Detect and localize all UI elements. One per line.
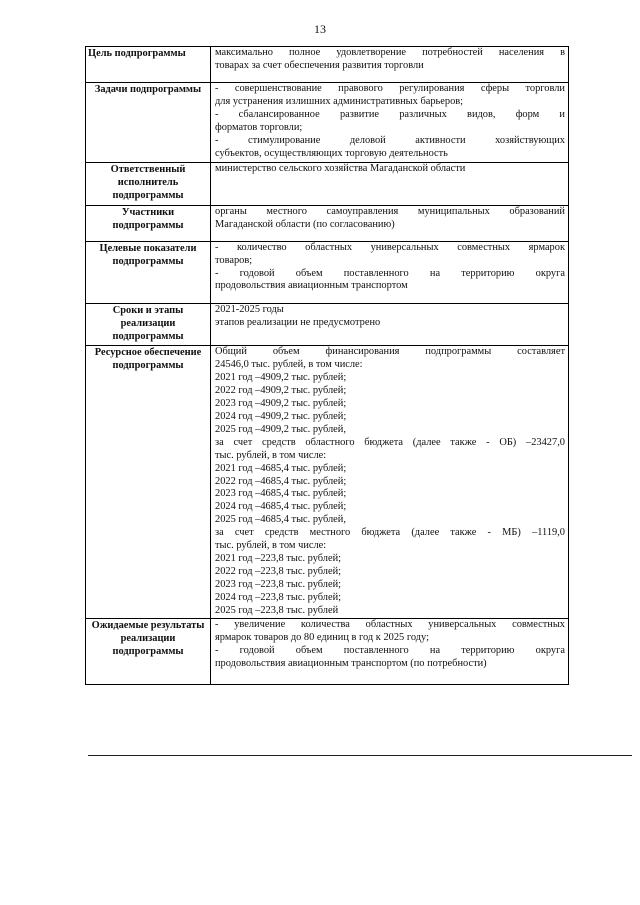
row-content — [211, 205, 569, 241]
table-row — [86, 205, 569, 241]
row-content — [211, 619, 569, 685]
text-line: 2025 год –223,8 тыс. рублей — [215, 604, 339, 616]
text-line: 2023 год –223,8 тыс. рублей; — [215, 578, 342, 590]
row-label: Участники подпрограммы — [86, 205, 211, 241]
text-line: товарах за счет обеспечения развития торговли — [215, 59, 424, 71]
text-line: - сбалансированное развитие различных видов, форм и — [215, 108, 565, 120]
text-line: - стимулирование деловой активности хозяйствующих — [215, 134, 565, 146]
row-content — [211, 47, 569, 83]
text-line: - годовой объем поставленного на территорию округа — [215, 645, 565, 657]
row-label: Ответственный исполнитель подпрограммы — [86, 163, 211, 206]
text-line: органы местного самоуправления муниципальных образований — [215, 205, 565, 217]
text-line: 2022 год –4685,4 тыс. рублей; — [215, 475, 347, 487]
table-row — [86, 303, 569, 346]
row-content — [211, 83, 569, 163]
text-line: продовольствия авиационным транспортом — [215, 280, 408, 292]
row-label: Цель подпрограммы — [86, 47, 211, 83]
text-line: 2022 год –223,8 тыс. рублей; — [215, 565, 342, 577]
text-line: 24546,0 тыс. рублей, в том числе: — [215, 359, 363, 371]
text-line: 2022 год –4909,2 тыс. рублей; — [215, 385, 347, 397]
text-line: 2023 год –4909,2 тыс. рублей; — [215, 398, 347, 410]
row-content — [211, 163, 569, 206]
text-line: - годовой объем поставленного на территорию округа — [215, 267, 565, 279]
text-line: 2021 год –4685,4 тыс. рублей; — [215, 462, 347, 474]
text-line: продовольствия авиационным транспортом (по потребности) — [215, 658, 487, 670]
text-line: 2024 год –223,8 тыс. рублей; — [215, 591, 342, 603]
text-line: тыс. рублей, в том числе: — [215, 449, 327, 461]
table-row — [86, 619, 569, 685]
text-line: за счет средств местного бюджета (далее также - МБ) –1119,0 — [215, 527, 565, 539]
row-label: Сроки и этапы реализации подпрограммы — [86, 303, 211, 346]
bottom-divider — [88, 755, 632, 756]
text-line: товаров; — [215, 254, 253, 266]
text-line: - количество областных универсальных совместных ярмарок — [215, 241, 565, 253]
table-row — [86, 83, 569, 163]
text-line: этапов реализации не предусмотрено — [215, 316, 381, 328]
text-line: Общий объем финансирования подпрограммы составляет — [215, 346, 565, 358]
table-row — [86, 346, 569, 619]
row-content — [211, 241, 569, 303]
text-line: 2025 год –4685,4 тыс. рублей, — [215, 514, 346, 526]
subprogram-passport-table — [85, 46, 569, 685]
text-line: министерство сельского хозяйства Магаданской области — [215, 163, 466, 174]
text-line: субъектов, осуществляющих торговую деятельность — [215, 147, 448, 159]
text-line: - увеличение количества областных универсальных совместных — [215, 619, 565, 631]
row-label: Целевые показатели подпрограммы — [86, 241, 211, 303]
row-label: Задачи подпрограммы — [86, 83, 211, 163]
text-line: максимально полное удовлетворение потребностей населения в — [215, 47, 565, 58]
row-content — [211, 346, 569, 619]
text-line: 2021-2025 годы — [215, 303, 284, 315]
page-number: 13 — [314, 22, 326, 36]
text-line: 2021 год –4909,2 тыс. рублей; — [215, 372, 347, 384]
table-row — [86, 163, 569, 206]
text-line: для устранения излишних административных барьеров; — [215, 95, 464, 107]
row-label: Ресурсное обеспечение подпрограммы — [86, 346, 211, 619]
text-line: тыс. рублей, в том числе: — [215, 540, 327, 552]
text-line: 2025 год –4909,2 тыс. рублей, — [215, 423, 346, 435]
text-line: - совершенствование правового регулирования сферы торговли — [215, 83, 565, 94]
text-line: ярмарок товаров до 80 единиц в год к 2025 году; — [215, 632, 429, 644]
text-line: 2024 год –4909,2 тыс. рублей; — [215, 410, 347, 422]
table-row — [86, 241, 569, 303]
text-line: за счет средств областного бюджета (далее также - ОБ) –23427,0 — [215, 436, 565, 448]
text-line: Магаданской области (по согласованию) — [215, 218, 395, 230]
text-line: 2023 год –4685,4 тыс. рублей; — [215, 488, 347, 500]
text-line: форматов торговли; — [215, 121, 303, 133]
text-line: 2021 год –223,8 тыс. рублей; — [215, 552, 342, 564]
row-content — [211, 303, 569, 346]
row-label: Ожидаемые результаты реализации подпрограммы — [86, 619, 211, 685]
text-line: 2024 год –4685,4 тыс. рублей; — [215, 501, 347, 513]
table-row — [86, 47, 569, 83]
